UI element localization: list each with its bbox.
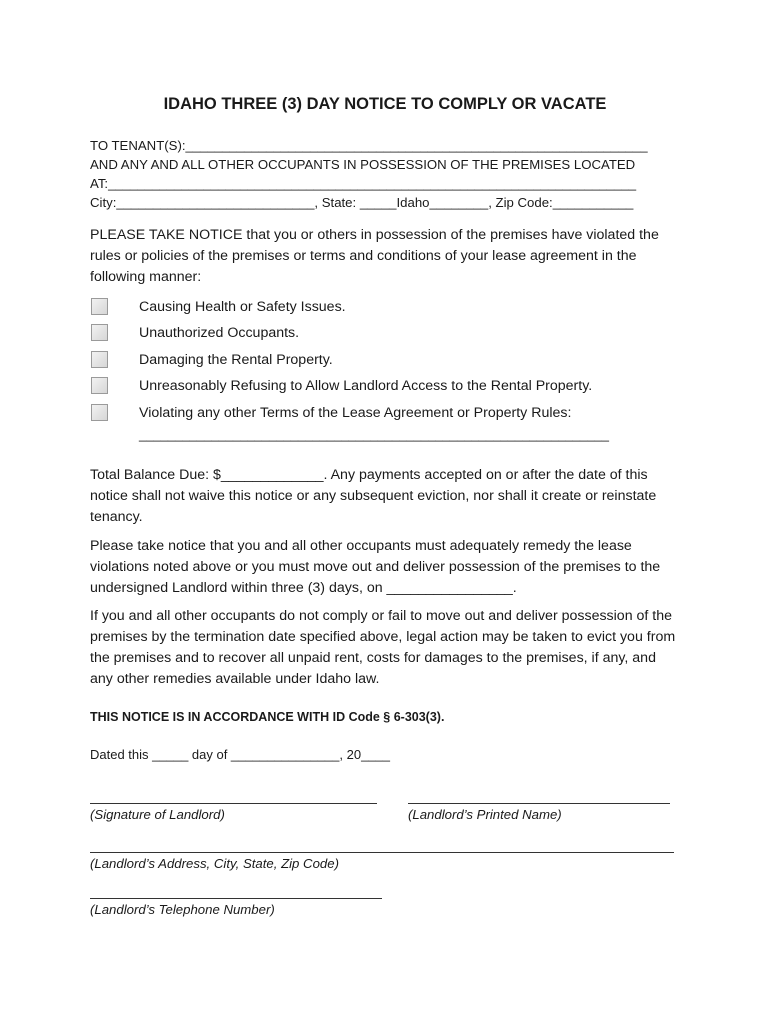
violation-label: Unreasonably Refusing to Allow Landlord Access to the Rental Property.	[139, 378, 593, 394]
address-signature-line	[90, 852, 674, 853]
violation-label: Violating any other Terms of the Lease Agreement or Property Rules:	[139, 405, 572, 421]
dated-line: Dated this _____ day of _______________, 20____	[90, 747, 390, 762]
balance-paragraph: Total Balance Due: $_____________. Any payments accepted on or after the date of this notice shall not waive this notice or any subsequent eviction, nor shall it create or reinstate tenancy.	[90, 467, 657, 525]
occupants-line: AND ANY AND ALL OTHER OCCUPANTS IN POSSESSION OF THE PREMISES LOCATED	[90, 157, 636, 172]
remedy-paragraph: Please take notice that you and all other occupants must adequately remedy the lease violations noted above or you must move out and deliver possession of the premises to the undersigned Landlord within three (3) days, on ________________.	[90, 538, 661, 596]
address-label: (Landlord’s Address, City, State, Zip Code)	[90, 856, 339, 871]
printed-name-line	[408, 803, 670, 804]
violation-label: Unauthorized Occupants.	[139, 325, 300, 341]
signature-label: (Signature of Landlord)	[90, 807, 225, 822]
checkbox-health-safety[interactable]	[91, 298, 108, 315]
checkbox-damaging-property[interactable]	[91, 351, 108, 368]
telephone-label: (Landlord’s Telephone Number)	[90, 902, 275, 917]
checkbox-refusing-access[interactable]	[91, 377, 108, 394]
signature-line	[90, 803, 377, 804]
consequence-paragraph: If you and all other occupants do not comply or fail to move out and deliver possession of the premises by the termination date specified above, legal action may be taken to evict you from the premises and to recover all unpaid rent, costs for damages to the premises, if any, and any other remedies available under Idaho law.	[90, 608, 676, 687]
intro-paragraph: PLEASE TAKE NOTICE that you or others in possession of the premises have violated the rules or policies of the premises or terms and conditions of your lease agreement in the following manner:	[90, 227, 659, 285]
telephone-line	[90, 898, 382, 899]
violation-label: Causing Health or Safety Issues.	[139, 299, 346, 315]
printed-name-label: (Landlord’s Printed Name)	[408, 807, 562, 822]
violation-label: Damaging the Rental Property.	[139, 352, 333, 368]
address-line: AT:________________________________________________________________________	[90, 176, 637, 191]
tenant-line: TO TENANT(S):_______________________________________________________________	[90, 138, 648, 153]
page-title: IDAHO THREE (3) DAY NOTICE TO COMPLY OR VACATE	[163, 95, 607, 113]
city-state-zip-line: City:___________________________, State: _____Idaho________, Zip Code:___________	[90, 195, 634, 210]
checkbox-other-violations[interactable]	[91, 404, 108, 421]
other-violation-line: _________________________________________________________________	[139, 427, 609, 442]
checkbox-unauthorized-occupants[interactable]	[91, 324, 108, 341]
accordance-statement: THIS NOTICE IS IN ACCORDANCE WITH ID Code § 6-303(3).	[90, 710, 445, 724]
